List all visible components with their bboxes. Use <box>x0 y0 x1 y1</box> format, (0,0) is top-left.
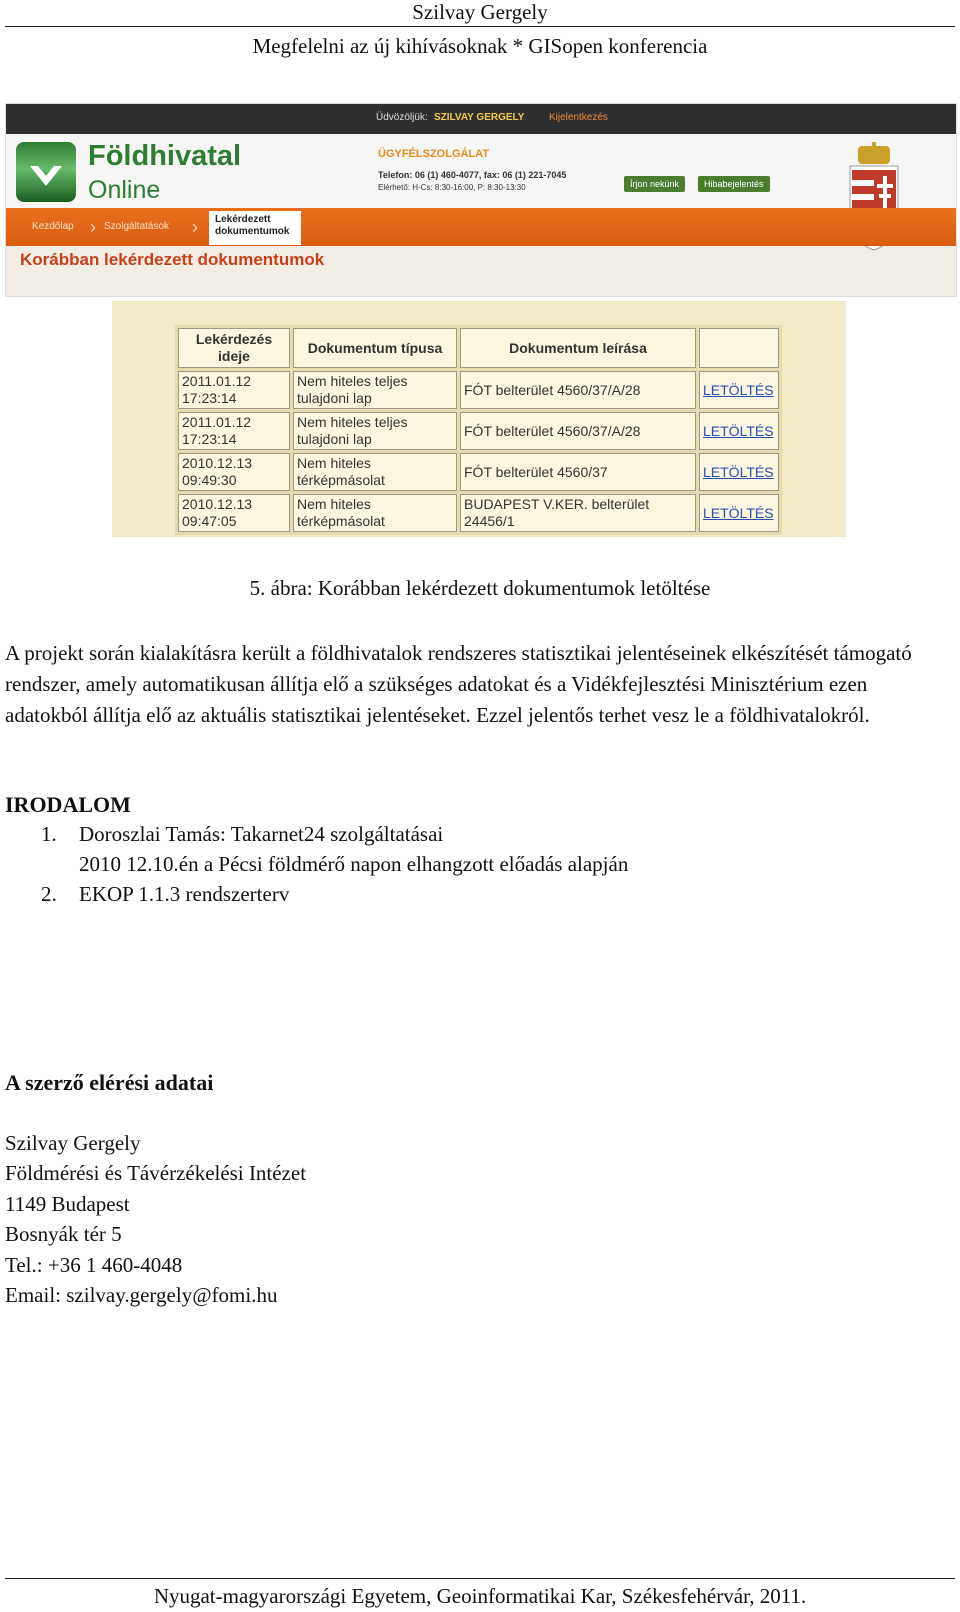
table-row <box>178 412 779 450</box>
cell-date-day: 2010.12.13 <box>182 496 253 512</box>
cell-date-day: 2011.01.12 <box>182 373 252 389</box>
cell-date-time: 17:23:14 <box>182 431 237 447</box>
literature-item-number: 1. <box>41 822 57 846</box>
cell-description <box>460 371 696 409</box>
cell-type-line2: tulajdoni lap <box>297 390 372 406</box>
cell-date-day: 2010.12.13 <box>182 455 253 471</box>
footer-rule <box>5 1578 955 1579</box>
cell-type-line2: tulajdoni lap <box>297 431 372 447</box>
chevron-right-icon: › <box>192 217 198 237</box>
cell-action <box>699 412 779 450</box>
logout-link[interactable]: Kijelentkezés <box>549 112 608 123</box>
table-row <box>178 453 779 491</box>
column-header-description: Dokumentum leírása <box>460 328 696 368</box>
table-row <box>178 371 779 409</box>
cell-action <box>699 494 779 532</box>
logo-arrow-icon <box>26 162 66 192</box>
cell-date-time: 17:23:14 <box>182 390 237 406</box>
download-link[interactable]: LETÖLTÉS <box>703 381 774 398</box>
chevron-right-icon: › <box>90 217 96 237</box>
running-header-author: Szilvay Gergely <box>412 0 548 24</box>
nav-item-home[interactable]: Kezdőlap <box>32 221 74 232</box>
cell-description <box>460 412 696 450</box>
cell-date-day: 2011.01.12 <box>182 414 252 430</box>
literature-item-line: 2010 12.10.én a Pécsi földmérő napon elhangzott előadás alapján <box>79 852 629 876</box>
report-error-button[interactable]: Hibabejelentés <box>698 176 770 192</box>
welcome-text: Üdvözöljük: <box>376 112 428 123</box>
contact-phone: Tel.: +36 1 460-4048 <box>5 1253 183 1277</box>
cell-action <box>699 371 779 409</box>
service-title: ÜGYFÉLSZOLGÁLAT <box>378 148 490 160</box>
cell-type-line1: Nem hiteles <box>297 496 371 512</box>
literature-item-line: Doroszlai Tamás: Takarnet24 szolgáltatásai <box>79 822 444 846</box>
username: SZILVAY GERGELY <box>434 112 525 123</box>
download-link[interactable]: LETÖLTÉS <box>703 463 774 480</box>
literature-title: IRODALOM <box>5 792 131 817</box>
cell-description-line1: FÓT belterület 4560/37 <box>464 463 608 480</box>
column-header-date-line1: Lekérdezés <box>195 331 273 347</box>
figure-caption: 5. ábra: Korábban lekérdezett dokumentumok letöltése <box>249 576 711 600</box>
cell-date <box>178 412 290 450</box>
cell-type <box>293 412 457 450</box>
cell-type-line2: térképmásolat <box>297 472 385 488</box>
running-footer: Nyugat-magyarországi Egyetem, Geoinformatikai Kar, Székesfehérvár, 2011. <box>153 1584 807 1608</box>
table-header-row <box>178 328 779 368</box>
cell-type <box>293 453 457 491</box>
contact-street: Bosnyák tér 5 <box>5 1222 122 1246</box>
service-hours: Elérhető: H-Cs: 8:30-16:00, P: 8:30-13:30 <box>378 183 526 192</box>
cell-date <box>178 371 290 409</box>
contact-institution: Földmérési és Távérzékelési Intézet <box>5 1161 307 1185</box>
cell-date <box>178 453 290 491</box>
download-link[interactable]: LETÖLTÉS <box>703 504 774 521</box>
documents-table-screenshot <box>112 301 846 537</box>
cell-type-line1: Nem hiteles teljes <box>297 414 408 430</box>
cell-type <box>293 494 457 532</box>
logo-title: Földhivatal <box>88 140 242 172</box>
cell-date-time: 09:47:05 <box>182 513 237 529</box>
contact-name: Szilvay Gergely <box>5 1131 141 1155</box>
column-header-action <box>699 328 779 368</box>
cell-date <box>178 494 290 532</box>
cell-type <box>293 371 457 409</box>
logo-subtitle: Online <box>88 176 161 204</box>
contact-email: Email: szilvay.gergely@fomi.hu <box>5 1283 278 1307</box>
column-header-date-line2: ideje <box>218 348 250 364</box>
service-phone: Telefon: 06 (1) 460-4077, fax: 06 (1) 221-7045 <box>378 170 567 180</box>
cell-type-line1: Nem hiteles <box>297 455 371 471</box>
cell-description <box>460 453 696 491</box>
header-rule <box>5 26 955 27</box>
nav-item-current[interactable] <box>209 211 301 245</box>
download-link[interactable]: LETÖLTÉS <box>703 422 774 439</box>
cell-description <box>460 494 696 532</box>
contact-city: 1149 Budapest <box>5 1192 130 1216</box>
top-bar <box>6 104 956 134</box>
cell-date-time: 09:49:30 <box>182 472 237 488</box>
table-row <box>178 494 779 532</box>
contact-title: A szerző elérési adatai <box>5 1070 214 1095</box>
cell-type-line1: Nem hiteles teljes <box>297 373 408 389</box>
documents-table <box>175 325 782 535</box>
cell-description-line1: FÓT belterület 4560/37/A/28 <box>464 422 641 439</box>
foldhivatal-screenshot-header <box>5 103 957 297</box>
running-header-conference: Megfelelni az új kihívásoknak * GISopen konferencia <box>252 34 708 58</box>
cell-action <box>699 453 779 491</box>
cell-description-line1: FÓT belterület 4560/37/A/28 <box>464 381 641 398</box>
cell-type-line2: térképmásolat <box>297 513 385 529</box>
nav-item-services[interactable]: Szolgáltatások <box>104 221 170 232</box>
write-us-button[interactable]: Írjon nekünk <box>624 176 685 192</box>
cell-description-line1: BUDAPEST V.KER. belterület <box>464 496 650 512</box>
column-header-type: Dokumentum típusa <box>293 328 457 368</box>
literature-item-number: 2. <box>41 882 57 906</box>
column-header-date <box>178 328 290 368</box>
nav-current-line1: Lekérdezett <box>215 214 271 225</box>
page-heading: Korábban lekérdezett dokumentumok <box>20 250 325 269</box>
literature-item-line: EKOP 1.1.3 rendszerterv <box>79 882 290 906</box>
body-paragraph: A projekt során kialakításra került a földhivatalok rendszeres statisztikai jelentéseinek elkészítését támogató rendszer, amely automatikusan állítja elő a szükséges adatokat és a Vidékfejlesztési Minisztérium ezen adatokból állítja elő az aktuális statisztikai jelentéseket. Ezzel jelentős terhet vesz le a földhivatalokról. <box>5 641 912 727</box>
cell-description-line2: 24456/1 <box>464 513 515 529</box>
nav-current-line2: dokumentumok <box>215 226 290 237</box>
